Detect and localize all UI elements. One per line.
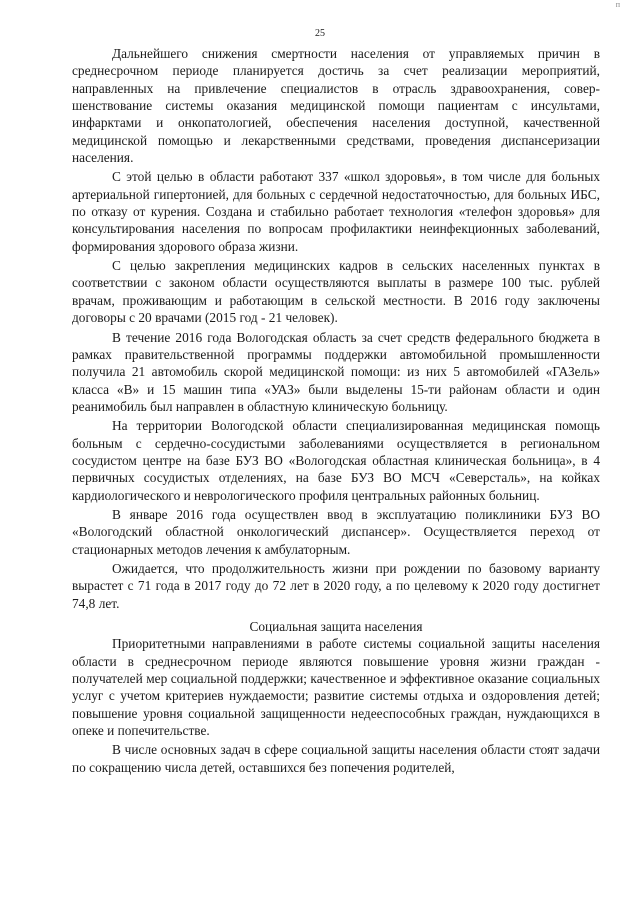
paragraph-rural-doctors: С целью закрепления медицинских кадров в сельских населенных пунктах в соответствии с законом области осуществляются выплаты в размере 100 тыс. рублей врачам, проживающим и работающим в сельской местности. В 2016 году заключены договоры с 20 врачами (2015 год - 21 человек).	[72, 258, 600, 326]
paragraph-mortality: Дальнейшего снижения смертности населения от управляемых причин в среднесрочном периоде планируется достичь за счет реализации мероприятий, направленных на привлечение специалистов в отрасль здравоохранения, совершенствование системы оказания медицинской помощи пациентам с инсультами, инфарктами и онкопатологией, обеспечения населения доступной, качественной медицинской помощью и лекарственными средствами, проведения диспансеризации населения.	[72, 46, 600, 166]
document-body	[72, 45, 600, 776]
paragraph-social-priorities: Приоритетными направлениями в работе системы социальной защиты населения области в среднесрочном периоде являются повышение уровня жизни граждан - получателей мер социальной поддержки; качественное и эффективное оказание социальных услуг с учетом критериев нуждаемости; развитие системы отдыха и оздоровления детей; повышение уровня социальной защищенности недееспособных граждан, нуждающихся в опеке и попечительстве.	[72, 636, 600, 739]
paragraph-oncology-clinic: В январе 2016 года осуществлен ввод в эксплуатацию поликлиники БУЗ ВО «Вологодский областной онкологический диспансер». Осуществляется переход от стационарных методов лечения к амбулаторным.	[72, 506, 600, 557]
paragraph-social-tasks: В числе основных задач в сфере социальной защиты населения области стоят задачи по сокращению числа детей, оставшихся без попечения родителей,	[72, 742, 600, 775]
paragraph-cardio-care: На территории Вологодской области специализированная медицинская помощь больным с сердечно-сосудистыми заболеваниями осуществляется в региональном сосудистом центре на базе БУЗ ВО «Вологодская областная клиническая больница», в 4 первичных сосудистых отделениях, на базе БУЗ ВО МСЧ «Северсталь», на койках кардиологического и неврологического профиля центральных районных больниц.	[72, 418, 600, 503]
paragraph-health-schools: С этой целью в области работают 337 «школ здоровья», в том числе для больных артериальной гипертонией, для больных с сердечной недостаточностью, для больных ИБС, по отказу от курения. Создана и стабильно работает технология «телефон здоровья» для консультирования населения по вопросам профилактики неинфекционных заболеваний, формирования здорового образа жизни.	[72, 169, 600, 254]
paragraph-ambulances: В течение 2016 года Вологодская область за счет средств федерального бюджета в рамках правительственной программы поддержки автомобильной промышленности получила 21 автомобиль скорой медицинской помощи: из них 5 автомобилей «ГАЗель» класса «В» и 15 машин типа «УАЗ» были выделены 15-ти районам области и один реанимобиль был направлен в областную клиническую больницу.	[72, 329, 600, 414]
paragraph-life-expectancy: Ожидается, что продолжительность жизни при рождении по базовому варианту вырастет с 71 года в 2017 году до 72 лет в 2020 году, а по целевому к 2020 году достигнет 74,8 лет.	[72, 560, 600, 611]
section-heading: Социальная защита населения	[249, 619, 423, 634]
page-number: 25	[315, 28, 325, 39]
corner-mark: п	[615, 0, 620, 9]
